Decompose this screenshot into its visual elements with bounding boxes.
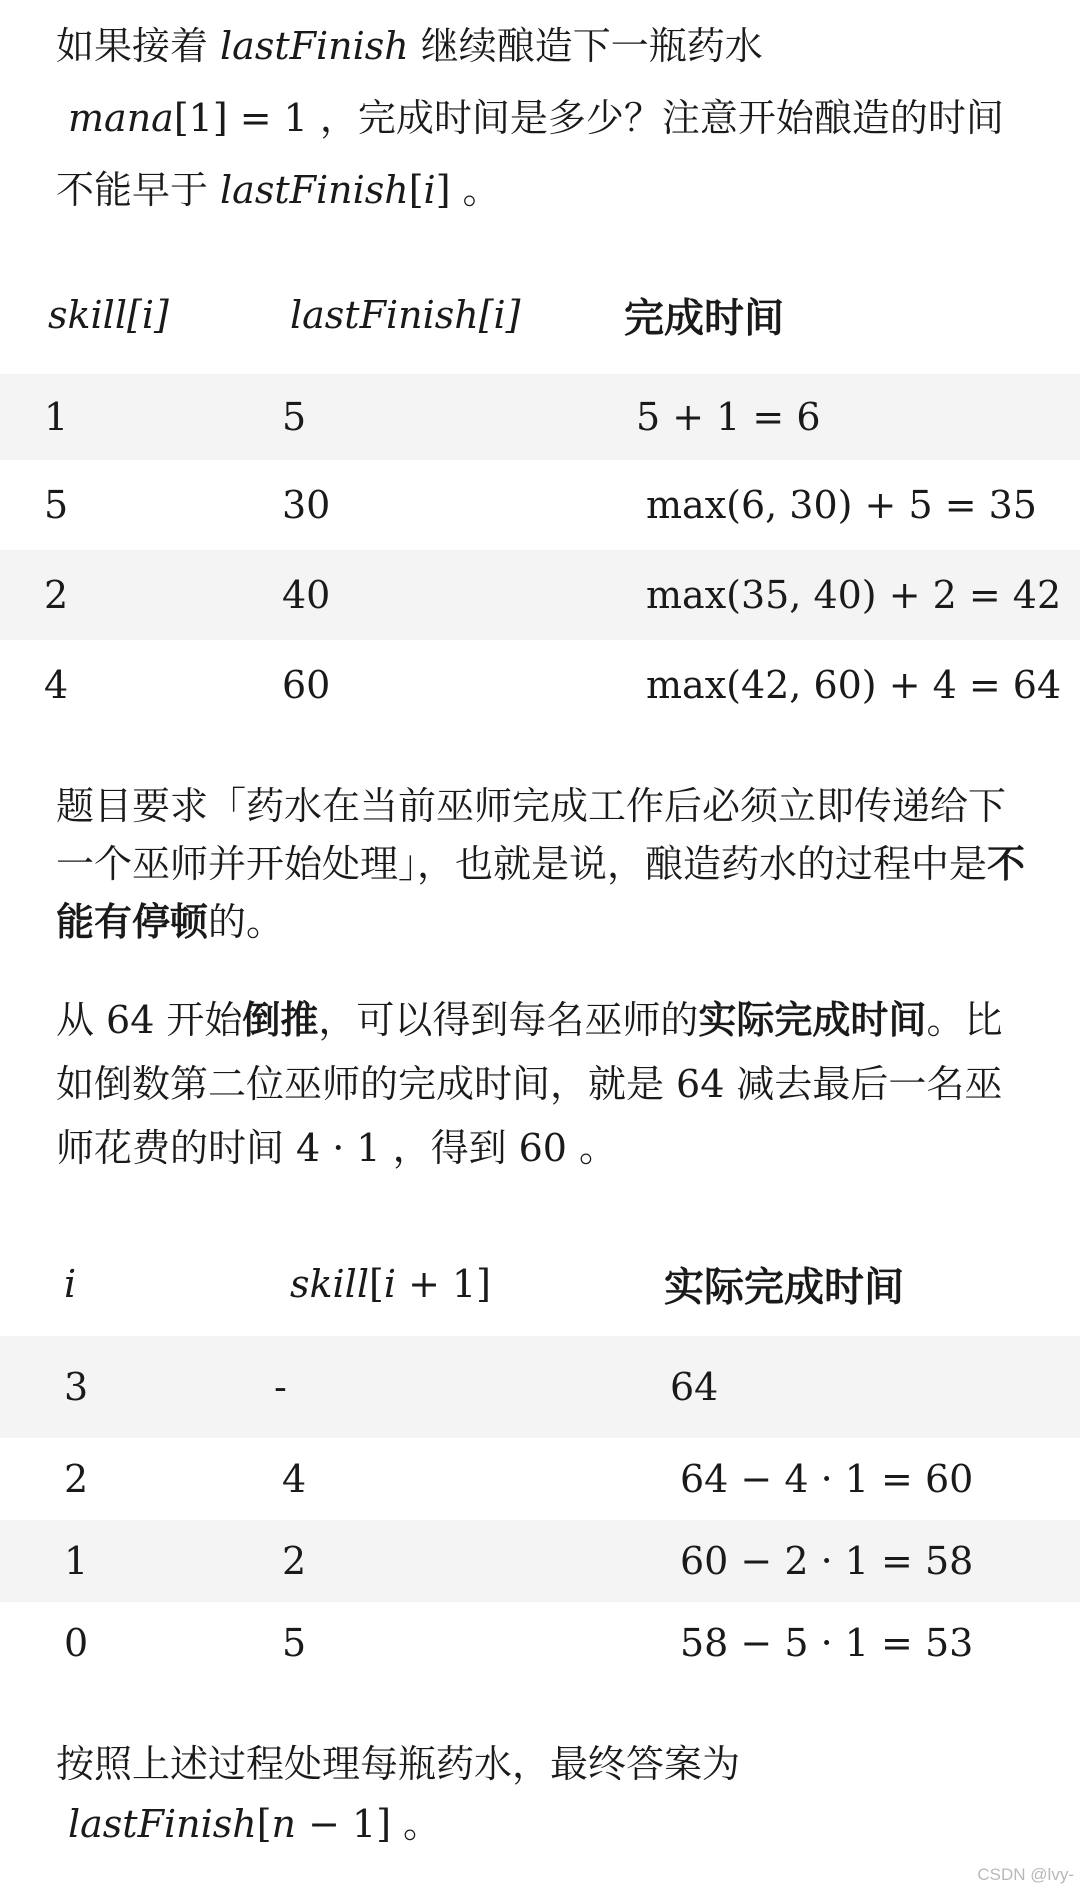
backtrack-text-6: ，得到 <box>392 1126 507 1170</box>
table-finish-time <box>0 270 1080 730</box>
intro-math-lastfinish-i: lastFinish[i] <box>220 168 451 212</box>
table-header-skill-next: skill[i + 1] <box>290 1262 491 1306</box>
conclusion-math: lastFinish[n − 1] <box>68 1802 392 1846</box>
table-cell: - <box>274 1365 287 1409</box>
conclusion-text-2: 。 <box>403 1802 442 1846</box>
table-row <box>0 460 1080 550</box>
table-cell: 58 − 5 · 1 = 53 <box>680 1621 974 1665</box>
backtrack-bold-1: 倒推 <box>242 998 319 1042</box>
constraint-text-1: 题目要求「药水在当前巫师完成工作后必须立即传递给下一个巫师并开始处理」，也就是说，酿造药水的过程中是 <box>56 784 1007 886</box>
constraint-bold: 不能有停顿 <box>56 842 1026 944</box>
intro-text-4: 。 <box>462 168 501 212</box>
watermark: CSDN @lvy- <box>977 1865 1074 1884</box>
table-cell: 60 <box>282 663 331 707</box>
table-cell: 40 <box>282 573 331 617</box>
table-header-lastfinish: lastFinish[i] <box>290 293 521 337</box>
table-cell: 1 <box>64 1539 89 1583</box>
intro-text-1: 如果接着 <box>56 24 209 68</box>
backtrack-text-4: 。比如倒数第二位巫师的完成时间，就是 <box>56 998 1003 1106</box>
table-row <box>0 1336 1080 1438</box>
conclusion-text-1: 按照上述过程处理每瓶药水，最终答案为 <box>56 1742 741 1786</box>
backtrack-math-64b: 64 <box>676 1062 725 1106</box>
table-cell: 2 <box>64 1457 89 1501</box>
table-row <box>0 1438 1080 1520</box>
intro-text-3: ，完成时间是多少？注意开始酿造的时间不能早于 <box>56 96 1004 212</box>
intro-math-mana: mana[1] = 1 <box>68 96 308 140</box>
backtrack-math-product: 4 · 1 <box>296 1126 381 1170</box>
table-row <box>0 1602 1080 1684</box>
table-cell: 64 − 4 · 1 = 60 <box>680 1457 974 1501</box>
backtrack-text-1: 从 <box>56 998 95 1042</box>
table-cell: 30 <box>282 483 331 527</box>
intro-paragraph <box>56 10 1026 226</box>
backtrack-bold-2: 实际完成时间 <box>698 998 927 1042</box>
table-header-i: i <box>64 1262 77 1306</box>
table-row <box>0 1520 1080 1602</box>
table-actual-time <box>0 1232 1080 1684</box>
table-cell: 5 <box>44 483 69 527</box>
backtrack-paragraph <box>56 988 1026 1180</box>
table-header-row <box>0 270 1080 360</box>
intro-text-2: 继续酿造下一瓶药水 <box>420 24 763 68</box>
table-row <box>0 640 1080 730</box>
table-cell: 5 + 1 = 6 <box>636 395 821 439</box>
backtrack-math-60: 60 <box>518 1126 567 1170</box>
table-header-finish-time: 完成时间 <box>624 295 784 342</box>
intro-math-lastfinish: lastFinish <box>220 24 409 68</box>
table-cell: 2 <box>282 1539 307 1583</box>
table-row <box>0 374 1080 460</box>
backtrack-text-7: 。 <box>578 1126 617 1170</box>
table-cell: 5 <box>282 1621 307 1665</box>
table-cell: 64 <box>670 1365 719 1409</box>
table-cell: 60 − 2 · 1 = 58 <box>680 1539 974 1583</box>
table-header-skill: skill[i] <box>48 293 169 337</box>
table-cell: 0 <box>64 1621 89 1665</box>
table-header-actual-time: 实际完成时间 <box>664 1264 904 1311</box>
table-header-row <box>0 1232 1080 1336</box>
table-cell: 1 <box>44 395 69 439</box>
table-cell: 4 <box>282 1457 307 1501</box>
table-cell: 5 <box>282 395 307 439</box>
constraint-text-2: 的。 <box>208 900 285 944</box>
table-row <box>0 550 1080 640</box>
backtrack-math-64: 64 <box>106 998 155 1042</box>
backtrack-text-3: ，可以得到每名巫师的 <box>318 998 699 1042</box>
table-cell: 4 <box>44 663 69 707</box>
backtrack-text-2: 开始 <box>166 998 243 1042</box>
table-cell: 3 <box>64 1365 89 1409</box>
constraint-paragraph <box>56 777 1026 951</box>
table-cell: 2 <box>44 573 69 617</box>
backtrack-text-5: 减去最后一名巫师花费的时间 <box>56 1062 1003 1170</box>
table-cell: max(35, 40) + 2 = 42 <box>646 573 1062 617</box>
table-cell: max(42, 60) + 4 = 64 <box>646 663 1062 707</box>
table-cell: max(6, 30) + 5 = 35 <box>646 483 1037 527</box>
conclusion-paragraph <box>56 1734 1026 1854</box>
